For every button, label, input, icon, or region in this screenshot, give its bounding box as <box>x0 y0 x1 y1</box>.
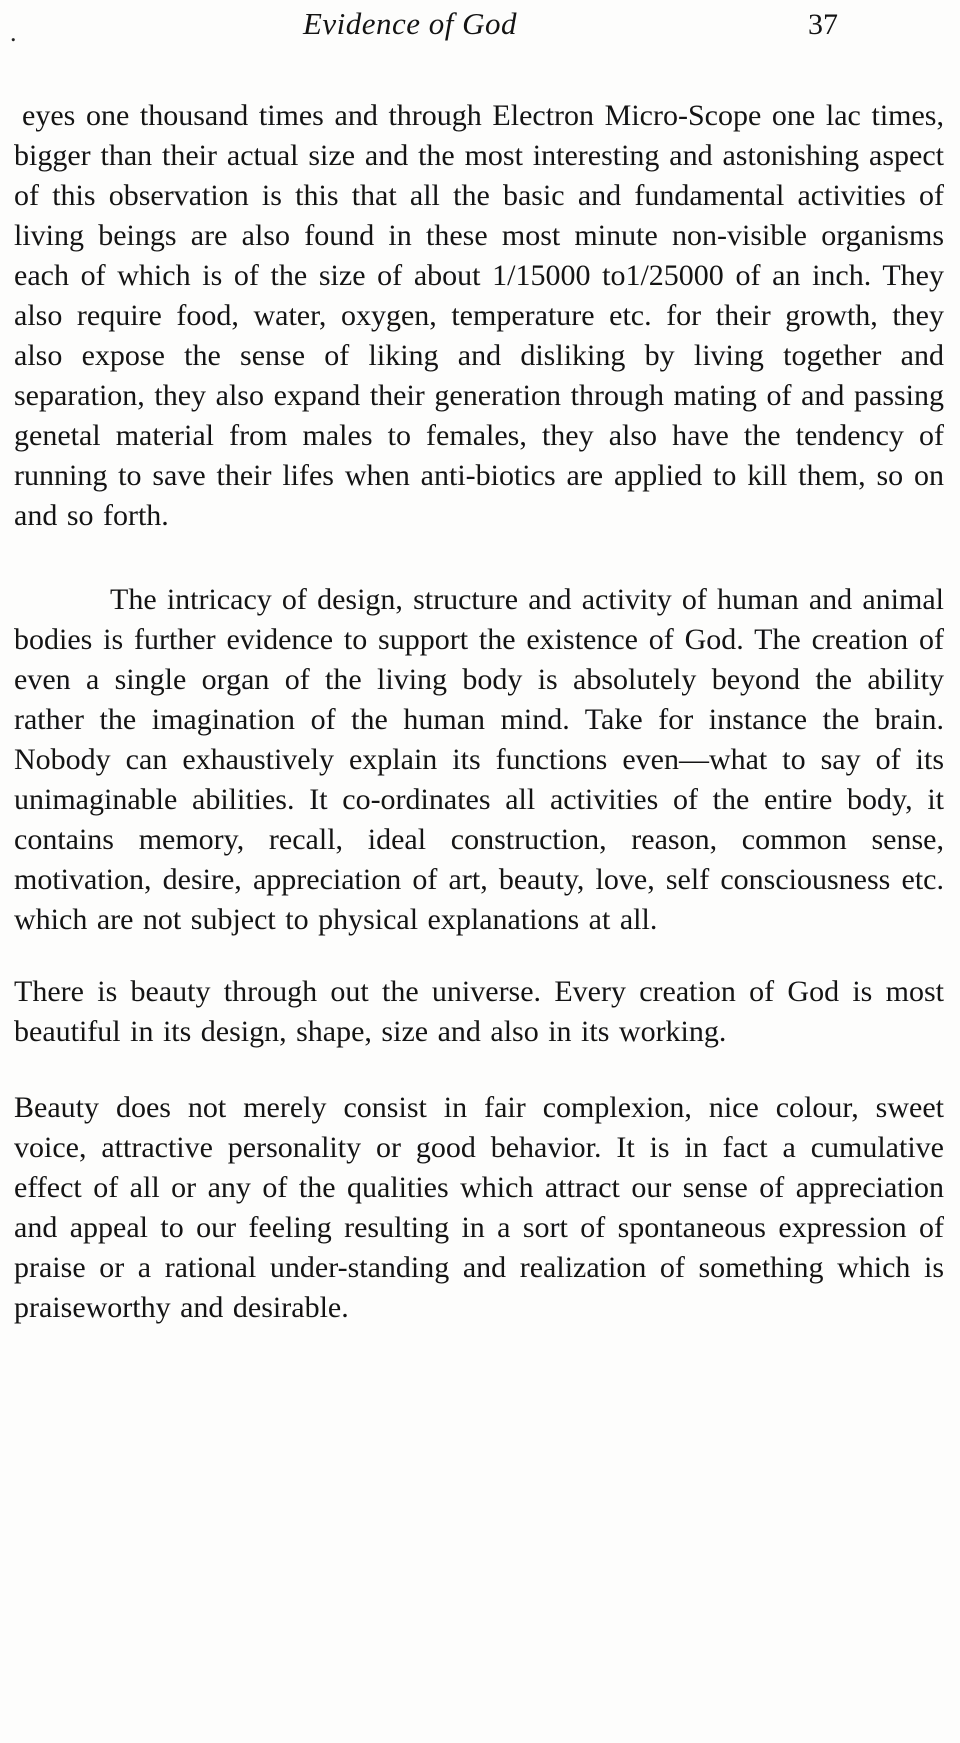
paragraph-beauty-universe: There is beauty through out the universe. Every creation of God is most beautiful in its design, shape, size and also in its working. <box>14 975 944 1048</box>
paragraph-intricacy-of-design: The intricacy of design, structure and activity of human and animal bodies is further evidence to support the existence of God. The creation of even a single organ of the living body is absolutely beyond the ability rather the imagination of the human mind. Take for instance the brain. Nobody can exhaustively explain its functions even—what to say of its unimaginable abilities. It co-ordinates all activities of the entire body, it contains memory, recall, ideal construction, reason, common sense, motivation, desire, appreciation of art, beauty, love, self consciousness etc. which are not subject to physical explanations at all. <box>14 583 944 936</box>
page-title: Evidence of God <box>302 6 518 41</box>
paragraph-beauty-definition: Beauty does not merely consist in fair complexion, nice colour, sweet voice, attractive personality or good behavior. It is in fact a cumulative effect of all or any of the qualities which attract our sense of appreciation and appeal to our feeling resulting in a sort of spontaneous expression of praise or a rational under-standing and realization of something which is praiseworthy and desirable. <box>14 1091 944 1324</box>
page-body <box>0 66 960 1328</box>
paragraph-microorganisms: eyes one thousand times and through Electron Micro-Scope one lac times, bigger than their actual size and the most interesting and astonishing aspect of this observation is this that all the basic and fundamental activities of living beings are also found in these most minute non-visible organisms each of which is of the size of about 1/15000 to1/25000 of an inch. They also require food, water, oxygen, temperature etc. for their growth, they also expose the sense of liking and disliking by living together and separation, they also expand their generation through mating of and passing genetal material from males to females, they also have the tendency of running to save their lifes when anti-biotics are applied to kill them, so on and so forth. <box>14 99 944 532</box>
page-number: 37 <box>808 8 838 41</box>
header-left-mark: . <box>10 18 17 47</box>
page-header <box>0 0 960 66</box>
